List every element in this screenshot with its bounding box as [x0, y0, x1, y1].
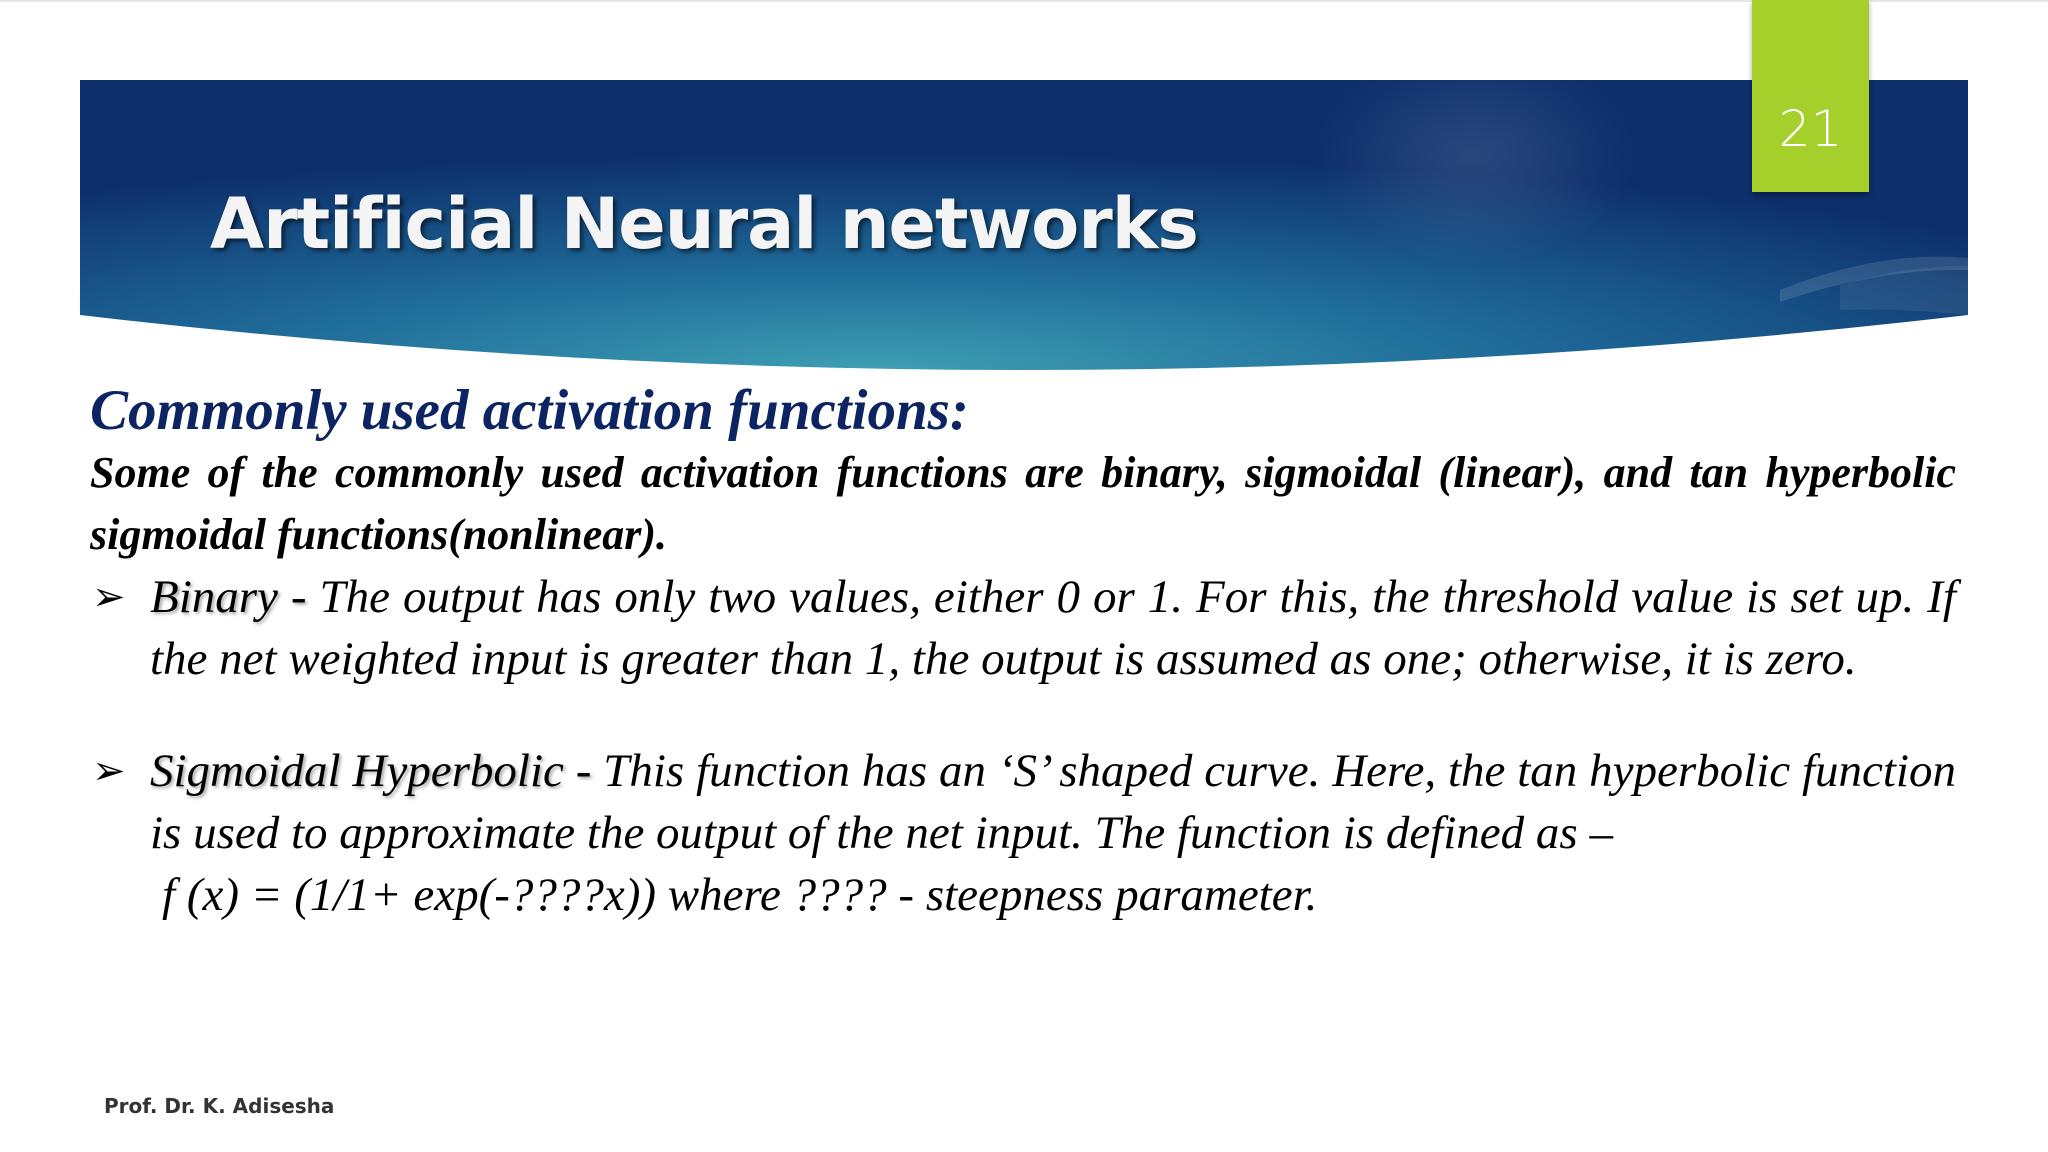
arrow-bullet-icon: ➢: [92, 574, 126, 620]
page-number-tab: [1752, 0, 1869, 192]
section-heading: Commonly used activation functions:: [90, 379, 969, 442]
page-number: 21: [1778, 100, 1843, 158]
bullet-term: Binary: [150, 571, 278, 623]
bullet-text: This function has an ‘S’ shaped curve. Here, the tan hyperbolic function is used to approximate the output of the net input. The function is defined as –: [150, 745, 1956, 859]
bullet-sigmoidal-hyperbolic: [90, 740, 1956, 926]
sigmoid-formula: f (x) = (1/1+ exp(-????x)) where ???? - steepness parameter.: [162, 869, 1318, 921]
bullet-binary: [90, 566, 1956, 690]
bullet-separator: -: [277, 571, 320, 623]
arrow-bullet-icon: ➢: [92, 748, 126, 794]
top-divider-line: [0, 0, 2048, 2]
bullet-text: The output has only two values, either 0 or 1. For this, the threshold value is set up. If the net weighted input is greater than 1, the output is assumed as one; otherwise, it is zero.: [150, 571, 1956, 685]
slide-content: [90, 380, 1956, 926]
intro-paragraph: Some of the commonly used activation functions are binary, sigmoidal (linear), and tan hyperbolic sigmoidal functions(nonlinear).: [90, 448, 1956, 559]
slide-title: Artificial Neural networks: [210, 183, 1198, 265]
footer-author: Prof. Dr. K. Adisesha: [104, 1094, 335, 1118]
bullet-separator: -: [563, 745, 604, 797]
bullet-term: Sigmoidal Hyperbolic: [150, 745, 564, 797]
